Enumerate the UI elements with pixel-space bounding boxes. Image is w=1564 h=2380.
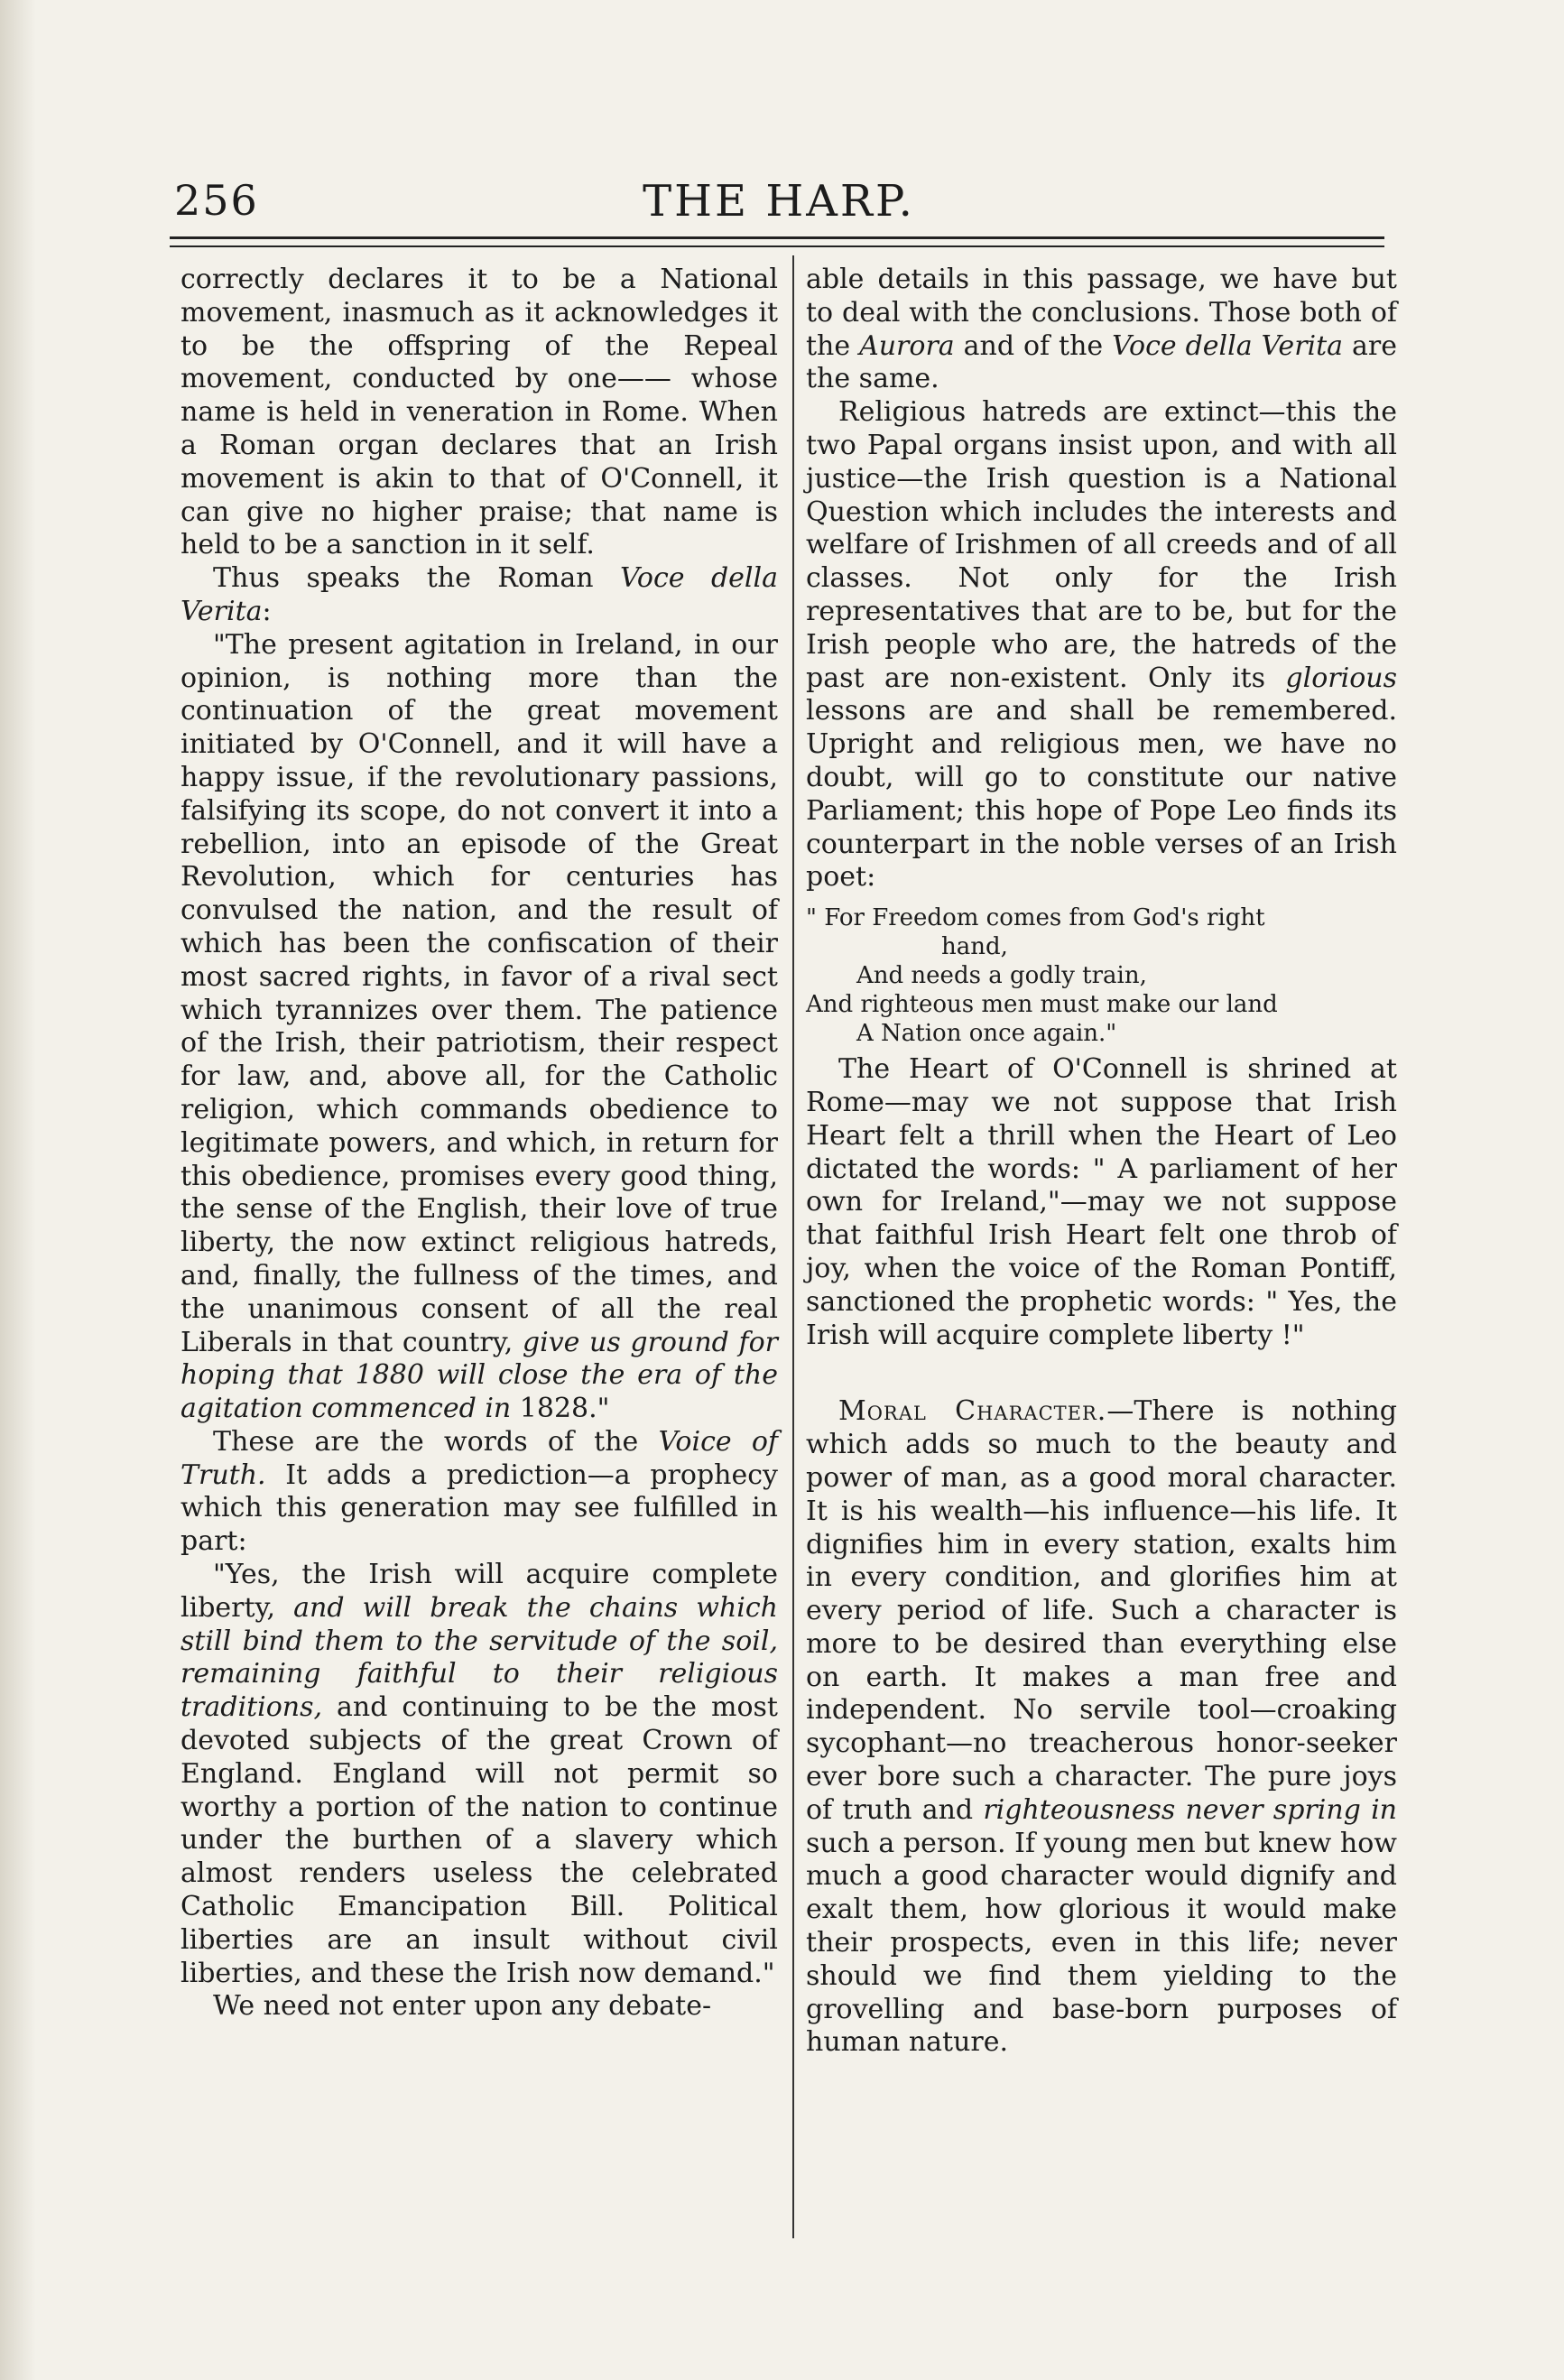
paragraph: correctly declares it to be a National movement, inasmuch as it acknowledges it to be the offspring of the Repeal movement, conducted by one—— whose name is held in veneration in Rome. When a Roman organ declares that an Irish movement is akin to that of O'Connell, it can give no higher praise; that name is held to be a sanction in it self. xyxy=(180,264,778,561)
page-number: 256 xyxy=(174,176,259,225)
section-gap xyxy=(806,1352,1397,1395)
left-column xyxy=(180,264,778,2023)
paragraph xyxy=(180,562,778,629)
emphasis: righteousness never spring in xyxy=(983,1793,1397,1826)
paragraph: We need not enter upon any debate- xyxy=(213,1990,712,2023)
journal-title: THE HARP. xyxy=(643,176,915,227)
text-run: Religious hatreds are extinct—this the two Papal organs insist upon, and with all justice—the Irish question is a National Question which includes the interests and welfare of Irishmen of all creeds and of all classes. Not only for the Irish representatives that are to be, but for the Irish people who are, the hatreds of the past are non-existent. Only its xyxy=(806,396,1397,694)
verse-line: A Nation once again." xyxy=(856,1020,1117,1048)
publication-name: Voice of Truth. xyxy=(180,1425,779,1491)
right-column xyxy=(806,264,1397,2060)
text-run: such a person. If young men but knew how much a good character would dignify and exalt them, how glorious it would make their prospects, even in this life; never should we find them yielding to the grovelling and base-born purposes of human nature. xyxy=(806,1827,1397,2059)
paragraph: The Heart of O'Connell is shrined at Rome—may we not suppose that Irish Heart felt a thrill when the Heart of Leo dictated the words: " A parliament of her own for Ireland,"—may we not suppose that faithful Irish Heart felt one throb of joy, when the voice of the Roman Pontiff, sanctioned the prophetic words: " Yes, the Irish will acquire complete liberty !" xyxy=(806,1053,1397,1351)
text-run: are the same. xyxy=(806,329,1397,395)
text-run: "Yes, the Irish will acquire complete liberty, xyxy=(180,1559,778,1624)
text-run: 1828." xyxy=(511,1393,610,1425)
text-run: : xyxy=(262,595,272,627)
page-header xyxy=(174,176,1384,239)
text-run: lessons are and shall be remembered. Upright and religious men, we have no doubt, will go to constitute our native Parliament; this hope of Pope Leo finds its counterpart in the noble verses of an Irish poet: xyxy=(806,695,1397,894)
text-run: and of the xyxy=(954,329,1113,362)
quotation xyxy=(180,629,778,1426)
verse-line: hand, xyxy=(941,933,1008,961)
text-run: —There is nothing which adds so much to the beauty and power of man, as a good moral character. It is his wealth—his influence—his life. It dignifies him in every station, exalts him in every condition, and glorifies him at every period of life. Such a character is more to be desired than everything else on earth. It makes a man free and independent. No servile tool—croaking sycophant—no treacherous honor-seeker ever bore such a character. The pure joys of truth and xyxy=(806,1395,1397,1826)
verse-line: And needs a godly train, xyxy=(856,962,1147,990)
article-moral-character xyxy=(806,1395,1397,2060)
emphasis: glorious xyxy=(1285,662,1397,694)
text-run: These are the words of the xyxy=(213,1425,659,1458)
verse-line: And righteous men must make our land xyxy=(806,991,1278,1019)
quotation xyxy=(180,1559,778,1990)
header-rule-bottom xyxy=(170,245,1384,247)
verse-line: " For Freedom comes from God's right xyxy=(806,904,1265,932)
section-heading: Moral Character. xyxy=(838,1395,1107,1428)
text-run: It adds a prediction—a prophecy which this generation may see fulfilled in part: xyxy=(180,1459,778,1558)
text-run: Thus speaks the Roman xyxy=(213,562,620,595)
text-run: able details in this passage, we have but to deal with the conclusions. Those both of the xyxy=(806,264,1397,362)
binding-edge xyxy=(0,0,36,2380)
paragraph xyxy=(806,264,1397,396)
publication-name: Aurora xyxy=(859,329,955,362)
publication-name: Voce della Verita xyxy=(1112,329,1344,362)
emphasis: give us ground for hoping that 1880 will close the era of the agitation commenced in xyxy=(180,1326,778,1425)
paragraph xyxy=(806,396,1397,894)
emphasis: and will break the chains which still bind them to the servitude of the soil, remaining faithful to their religious traditions, xyxy=(180,1591,778,1724)
text-run: "The present agitation in Ireland, in our opinion, is nothing more than the continuation of the great movement initiated by O'Connell, and it will have a happy issue, if the revolutionary passions, falsifying its scope, do not convert it into a rebellion, into an episode of the Great Revolution, which for centuries has convulsed the nation, and the result of which has been the confiscation of their most sacred rights, in favor of a rival sect which tyrannizes over them. The patience of the Irish, their patriotism, their respect for law, and, above all, for the Catholic religion, which commands obedience to legitimate powers, and which, in return for this obedience, promises every good thing, the sense of the English, their love of true liberty, the now extinct religious hatreds, and, finally, the fullness of the times, and the unanimous consent of all the real Liberals in that country, xyxy=(180,628,778,1358)
poem-verse xyxy=(806,903,1397,1048)
publication-name: Voce della Verita xyxy=(180,562,778,627)
header-rule-top xyxy=(170,236,1384,239)
paragraph xyxy=(180,1426,778,1559)
text-run: and continuing to be the most devoted subjects of the great Crown of England. England will not permit so worthy a portion of the nation to continue under the burthen of a slavery which almost renders useless the celebrated Catholic Emancipation Bill. Political liberties are an insult without civil liberties, and these the Irish now demand." xyxy=(180,1691,778,1989)
column-divider xyxy=(792,255,794,2238)
